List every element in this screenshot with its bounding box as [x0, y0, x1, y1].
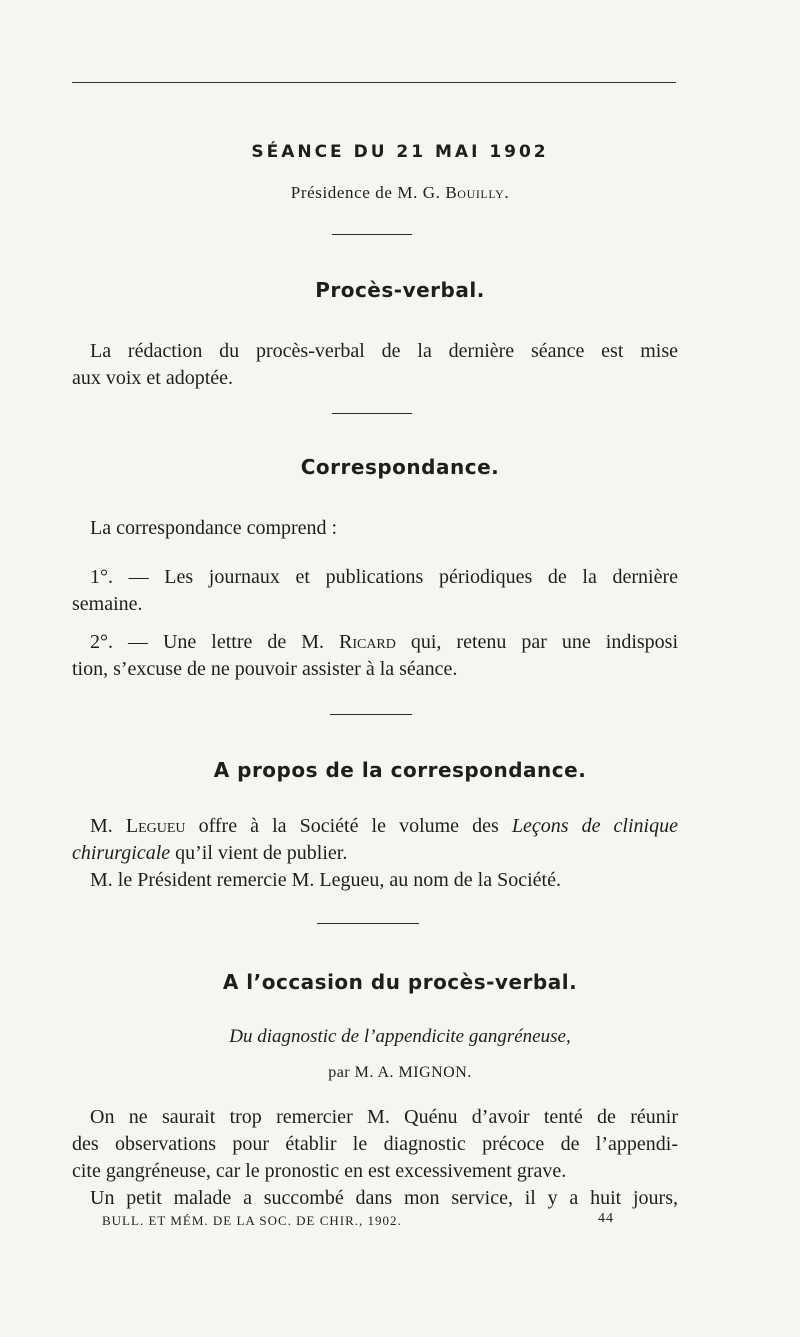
correspondance-intro: La correspondance comprend :	[90, 517, 338, 539]
proces-verbal-paragraph: La rédaction du procès-verbal de la dernière séance est mise aux voix et adoptée.	[72, 340, 678, 389]
article-author: par M. A. MIGNON.	[328, 1064, 472, 1081]
separator-rule	[332, 234, 412, 235]
separator-rule	[330, 714, 412, 715]
page-number: 44	[598, 1211, 614, 1226]
heading-occasion: A l’occasion du procès-verbal.	[222, 970, 578, 994]
occasion-paragraph: On ne saurait trop remercier M. Quénu d’avoir tenté de réunir des observations pour établir le diagnostic précoce de l’appendi- cite gangréneuse, car le pronostic en est excessivement grave. Un petit malade a succombé dans mon service, il y a huit jours,	[72, 1106, 678, 1209]
seance-title: SÉANCE DU 21 MAI 1902	[251, 142, 549, 162]
page-footer	[102, 1213, 614, 1229]
separator-rule	[332, 413, 412, 414]
separator-rule	[317, 923, 419, 924]
article-subtitle: Du diagnostic de l’appendicite gangréneuse,	[229, 1026, 571, 1047]
president-name: Bouilly	[445, 183, 505, 202]
footer-citation: BULL. ET MÉM. DE LA SOC. DE CHIR., 1902.	[102, 1213, 402, 1228]
heading-a-propos: A propos de la correspondance.	[213, 758, 587, 782]
correspondance-item-2: 2°. — Une lettre de M. Ricard qui, retenu par une indisposi tion, s’excuse de ne pouvoir assister à la séance.	[72, 631, 678, 680]
top-rule	[72, 82, 676, 83]
heading-proces-verbal: Procès-verbal.	[315, 278, 485, 302]
a-propos-paragraph: M. Legueu offre à la Société le volume des Leçons de clinique chirurgicale qu’il vient de publier. M. le Président remercie M. Legueu, au nom de la Société.	[72, 815, 678, 891]
legueu-name: Legueu	[125, 815, 186, 837]
ricard-name: Ricard	[338, 631, 396, 653]
correspondance-item-1: 1°. — Les journaux et publications périodiques de la dernière semaine.	[72, 566, 678, 615]
heading-correspondance: Correspondance.	[300, 455, 500, 479]
presidence-line: Présidence de M. G. Bouilly.	[290, 183, 510, 202]
